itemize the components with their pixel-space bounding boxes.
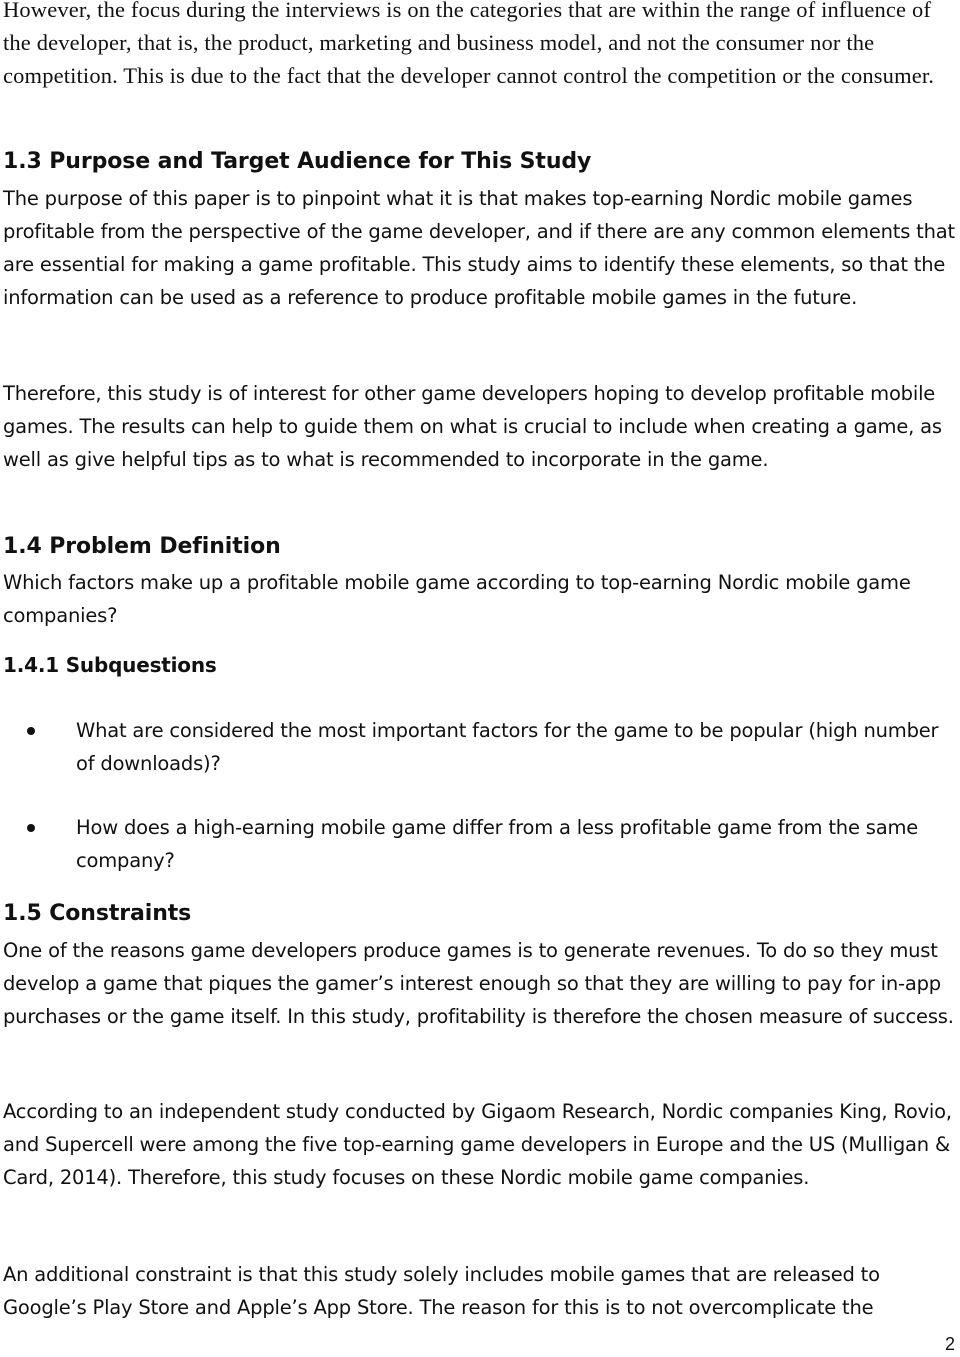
list-item-text: How does a high-earning mobile game differ from a less profitable game from the same company? [76,816,919,872]
section-1-5-paragraph-3: An additional constraint is that this study solely includes mobile games that are released to Google’s Play Store and Apple’s App Store. The reason for this is to not overcomplicate the [3,1263,880,1319]
subquestions-list [3,714,960,877]
section-1-4-heading: 1.4 Problem Definition [3,534,281,559]
section-1-5-heading: 1.5 Constraints [3,901,192,926]
section-1-4-1-heading: 1.4.1 Subquestions [3,653,217,677]
list-item [3,811,960,877]
section-1-5-paragraph-1: One of the reasons game developers produce games is to generate revenues. To do so they must develop a game that piques the gamer’s interest enough so that they are willing to pay for in-app purchases or the game itself. In this study, profitability is therefore the chosen measure of success. [3,939,954,1028]
bullet-icon [27,824,35,832]
section-1-3-paragraph-2: Therefore, this study is of interest for other game developers hoping to develop profitable mobile games. The results can help to guide them on what is crucial to include when creating a game, as well as give helpful tips as to what is recommended to incorporate in the game. [3,382,942,471]
page-number: 2 [944,1334,955,1354]
list-item-text: What are considered the most important factors for the game to be popular (high number of downloads)? [76,719,939,775]
section-1-3-heading: 1.3 Purpose and Target Audience for This Study [3,149,592,174]
section-1-5-paragraph-2: According to an independent study conducted by Gigaom Research, Nordic companies King, Rovio, and Supercell were among the five top-earning game developers in Europe and the US (Mulligan & Card, 2014). Therefore, this study focuses on these Nordic mobile game companies. [3,1100,952,1189]
section-1-3-paragraph-1: The purpose of this paper is to pinpoint what it is that makes top-earning Nordic mobile games profitable from the perspective of the game developer, and if there are any common elements that are essential for making a game profitable. This study aims to identify these elements, so that the information can be used as a reference to produce profitable mobile games in the future. [3,187,955,309]
section-1-4-paragraph: Which factors make up a profitable mobile game according to top-earning Nordic mobile game companies? [3,571,911,627]
bullet-icon [27,727,35,735]
intro-paragraph: However, the focus during the interviews is on the categories that are within the range of influence of the developer, that is, the product, marketing and business model, and not the consumer nor the competition. This is due to the fact that the developer cannot control the competition or the consumer. [3,0,935,88]
list-item [3,714,960,780]
